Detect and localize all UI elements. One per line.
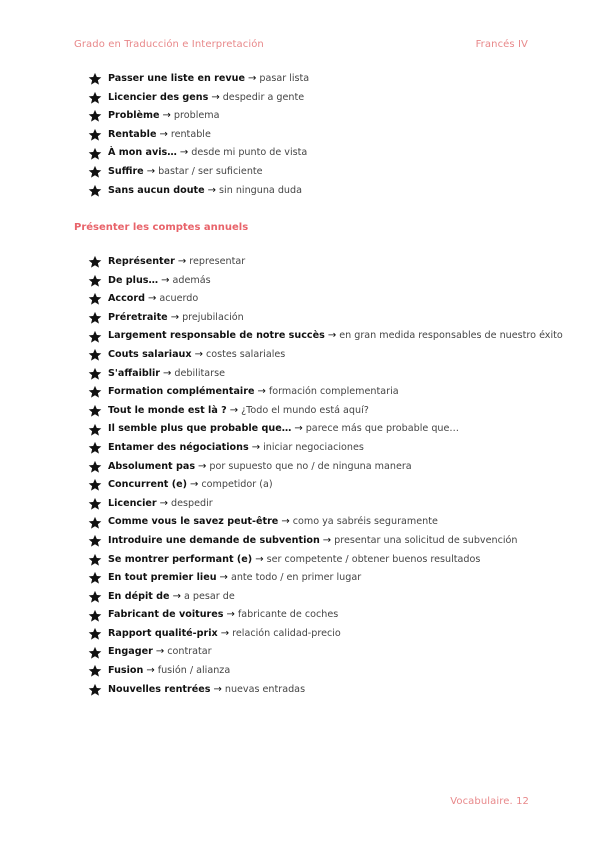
vocab-item [88, 681, 563, 700]
star-icon [88, 497, 102, 511]
right-arrow-icon: → [163, 367, 172, 379]
star-icon [88, 165, 102, 179]
vocab-item [88, 513, 563, 532]
star-icon [88, 184, 102, 198]
vocab-item [88, 420, 563, 439]
star-icon [88, 255, 102, 269]
star-icon [88, 683, 102, 697]
french-term: Problème [108, 110, 160, 122]
french-term: Il semble plus que probable que… [108, 423, 292, 435]
right-arrow-icon: → [172, 590, 181, 602]
french-term: Largement responsable de notre succès [108, 330, 325, 342]
right-arrow-icon: → [170, 311, 180, 323]
spanish-translation: relación calidad-precio [232, 627, 341, 639]
spanish-translation: fabricante de coches [237, 609, 339, 621]
spanish-translation: costes salariales [205, 348, 286, 360]
vocab-item [88, 439, 563, 458]
spanish-translation: prejubilación [182, 311, 244, 323]
spanish-translation: despedir a gente [222, 91, 305, 103]
spanish-translation: iniciar negociaciones [263, 441, 364, 453]
vocab-item [88, 70, 309, 89]
right-arrow-icon: → [257, 386, 266, 398]
right-arrow-icon: → [229, 404, 239, 416]
star-icon [88, 534, 102, 548]
french-term: Rentable [108, 128, 157, 140]
french-term: Licencier des gens [108, 91, 209, 103]
french-term: Tout le monde est là ? [108, 404, 227, 416]
french-term: Fabricant de voitures [108, 609, 224, 621]
star-icon [88, 128, 102, 142]
star-icon [88, 274, 102, 288]
spanish-translation: ¿Todo el mundo está aquí? [241, 404, 369, 416]
french-term: Préretraite [108, 311, 168, 323]
star-icon [88, 404, 102, 418]
vocab-item [88, 253, 563, 272]
french-term: Suffire [108, 165, 144, 177]
right-arrow-icon: → [255, 553, 264, 565]
right-arrow-icon: → [294, 423, 303, 435]
right-arrow-icon: → [146, 665, 155, 677]
french-term: Nouvelles rentrées [108, 683, 211, 695]
star-icon [88, 367, 102, 381]
vocab-item [88, 144, 309, 163]
star-icon [88, 516, 102, 530]
vocab-item [88, 625, 563, 644]
spanish-translation: rentable [170, 128, 211, 140]
star-icon [88, 627, 102, 641]
spanish-translation: ser competente / obtener buenos resultados [266, 553, 481, 565]
star-icon [88, 609, 102, 623]
right-arrow-icon: → [148, 293, 157, 305]
vocab-item [88, 272, 563, 291]
french-term: Représenter [108, 256, 175, 267]
vocab-item [88, 402, 563, 421]
vocab-item [88, 89, 309, 108]
vocab-item [88, 476, 563, 495]
vocab-item [88, 327, 563, 346]
vocab-item [88, 383, 563, 402]
french-term: Fusion [108, 665, 144, 677]
vocab-item [88, 532, 563, 551]
vocab-item [88, 365, 563, 384]
vocab-item [88, 643, 563, 662]
spanish-translation: por supuesto que no / de ninguna manera [209, 460, 412, 472]
spanish-translation: competidor (a) [201, 479, 273, 491]
vocab-item [88, 309, 563, 328]
right-arrow-icon: → [251, 441, 261, 453]
vocab-item [88, 458, 563, 477]
spanish-translation: contratar [167, 646, 212, 658]
vocab-item [88, 126, 309, 145]
spanish-translation: en gran medida responsables de nuestro éxito [339, 330, 563, 342]
spanish-translation: presentar una solicitud de subvención [334, 534, 518, 546]
section-title: Présenter les comptes annuels [74, 222, 249, 233]
right-arrow-icon: → [161, 274, 170, 286]
page-footer: Vocabulaire. 12 [450, 796, 529, 807]
right-arrow-icon: → [194, 348, 203, 360]
french-term: Rapport qualité-prix [108, 627, 218, 639]
vocab-item [88, 182, 309, 201]
spanish-translation: además [172, 274, 211, 286]
star-icon [88, 423, 102, 437]
star-icon [88, 646, 102, 660]
french-term: En dépit de [108, 590, 170, 602]
star-icon [88, 292, 102, 306]
star-icon [88, 330, 102, 344]
spanish-translation: ante todo / en primer lugar [230, 572, 362, 584]
star-icon [88, 441, 102, 455]
vocab-item [88, 290, 563, 309]
vocab-item [88, 346, 563, 365]
french-term: À mon avis… [108, 147, 177, 159]
spanish-translation: bastar / ser suficiente [158, 165, 263, 177]
star-icon [88, 311, 102, 325]
spanish-translation: como ya sabréis seguramente [292, 516, 438, 528]
spanish-translation: acuerdo [159, 293, 199, 305]
star-icon [88, 553, 102, 567]
spanish-translation: pasar lista [259, 73, 310, 84]
french-term: Se montrer performant (e) [108, 553, 253, 565]
right-arrow-icon: → [179, 147, 189, 159]
french-term: Concurrent (e) [108, 479, 187, 491]
star-icon [88, 348, 102, 362]
french-term: En tout premier lieu [108, 572, 217, 584]
star-icon [88, 664, 102, 678]
star-icon [88, 109, 102, 123]
right-arrow-icon: → [162, 110, 171, 122]
right-arrow-icon: → [146, 165, 156, 177]
spanish-translation: sin ninguna duda [219, 184, 302, 196]
star-icon [88, 571, 102, 585]
star-icon [88, 72, 102, 86]
vocab-item [88, 569, 563, 588]
right-arrow-icon: → [220, 627, 230, 639]
spanish-translation: parece más que probable que… [305, 423, 459, 435]
vocab-item [88, 551, 563, 570]
vocab-item [88, 495, 563, 514]
french-term: Passer une liste en revue [108, 73, 245, 84]
french-term: Entamer des négociations [108, 441, 249, 453]
star-icon [88, 460, 102, 474]
right-arrow-icon: → [159, 128, 168, 140]
spanish-translation: problema [173, 110, 220, 122]
vocabulary-list-1 [88, 70, 309, 200]
spanish-translation: desde mi punto de vista [191, 147, 308, 159]
right-arrow-icon: → [226, 609, 235, 621]
star-icon [88, 147, 102, 161]
spanish-translation: nuevas entradas [224, 683, 306, 695]
header-course: Grado en Traducción e Interpretación [74, 39, 264, 50]
vocab-item [88, 662, 563, 681]
spanish-translation: a pesar de [183, 590, 235, 602]
french-term: Formation complémentaire [108, 386, 255, 398]
star-icon [88, 478, 102, 492]
spanish-translation: despedir [171, 497, 213, 509]
spanish-translation: representar [189, 256, 246, 267]
header-subject: Francés IV [475, 39, 528, 50]
french-term: De plus… [108, 274, 159, 286]
right-arrow-icon: → [322, 534, 332, 546]
right-arrow-icon: → [281, 516, 290, 528]
vocab-item [88, 107, 309, 126]
right-arrow-icon: → [198, 460, 207, 472]
star-icon [88, 385, 102, 399]
french-term: Licencier [108, 497, 157, 509]
vocab-item [88, 588, 563, 607]
right-arrow-icon: → [207, 184, 217, 196]
right-arrow-icon: → [211, 91, 220, 103]
star-icon [88, 91, 102, 105]
vocabulary-list-2 [88, 253, 563, 699]
french-term: Absolument pas [108, 460, 196, 472]
right-arrow-icon: → [247, 73, 257, 84]
french-term: Comme vous le savez peut-être [108, 516, 279, 528]
right-arrow-icon: → [327, 330, 337, 342]
french-term: S'affaiblir [108, 367, 161, 379]
french-term: Sans aucun doute [108, 184, 205, 196]
spanish-translation: formación complementaria [268, 386, 399, 398]
vocab-item [88, 606, 563, 625]
spanish-translation: fusión / alianza [157, 665, 231, 677]
right-arrow-icon: → [155, 646, 165, 658]
right-arrow-icon: → [213, 683, 222, 695]
french-term: Couts salariaux [108, 348, 192, 360]
french-term: Accord [108, 293, 145, 305]
french-term: Engager [108, 646, 153, 658]
right-arrow-icon: → [177, 256, 187, 267]
vocab-item [88, 163, 309, 182]
right-arrow-icon: → [159, 497, 169, 509]
spanish-translation: debilitarse [174, 367, 225, 379]
star-icon [88, 590, 102, 604]
right-arrow-icon: → [219, 572, 228, 584]
right-arrow-icon: → [189, 479, 199, 491]
french-term: Introduire une demande de subvention [108, 534, 320, 546]
